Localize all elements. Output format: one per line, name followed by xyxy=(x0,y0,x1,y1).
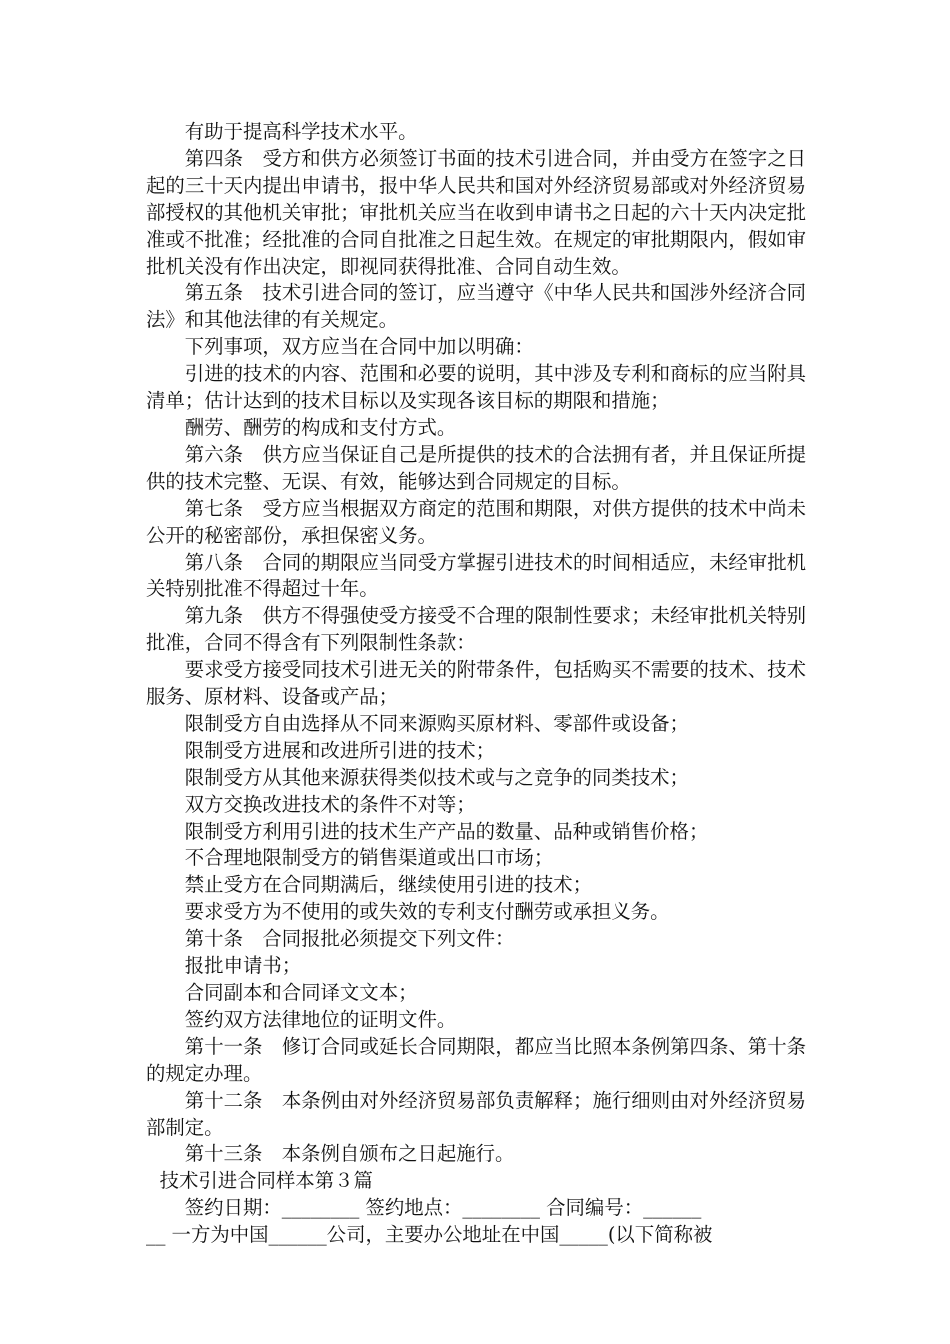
party-line: __ 一方为中国______公司，主要办公地址在中国_____(以下简称被 xyxy=(146,1223,713,1247)
paragraph-article-12: 第十二条 本条例由对外经济贸易部负责解释；施行细则由对外经济贸易部制定。 xyxy=(146,1088,806,1139)
list-item: 限制受方自由选择从不同来源购买原材料、零部件或设备； xyxy=(184,711,689,735)
list-item: 限制受方利用引进的技术生产产品的数量、品种或销售价格； xyxy=(184,819,709,843)
sign-info-line: 签约日期：________ 签约地点：________ 合同编号：______ xyxy=(184,1196,702,1220)
list-item: 合同副本和合同译文文本； xyxy=(184,981,418,1004)
list-item: 要求受方接受同技术引进无关的附带条件，包括购买不需要的技术、技术服务、原材料、设备或产品； xyxy=(146,658,806,709)
paragraph-article-13: 第十三条 本条例自颁布之日起施行。 xyxy=(184,1142,515,1166)
paragraph-article-7: 第七条 受方应当根据双方商定的范围和期限，对供方提供的技术中尚未公开的秘密部份，承担保密义务。 xyxy=(146,496,806,547)
list-item: 报批申请书； xyxy=(184,954,302,978)
document-body xyxy=(146,119,806,1249)
paragraph-article-5: 第五条 技术引进合同的签订，应当遵守《中华人民共和国涉外经济合同法》和其他法律的有关规定。 xyxy=(146,281,806,332)
list-item: 禁止受方在合同期满后，继续使用引进的技术； xyxy=(184,873,592,897)
paragraph-article-11: 第十一条 修订合同或延长合同期限，都应当比照本条例第四条、第十条的规定办理。 xyxy=(146,1034,806,1085)
list-item: 双方交换改进技术的条件不对等； xyxy=(184,792,476,816)
paragraph-article-6: 第六条 供方应当保证自己是所提供的技术的合法拥有者，并且保证所提供的技术完整、无误、有效，能够达到合同规定的目标。 xyxy=(146,442,806,493)
paragraph: 有助于提高科学技术水平。 xyxy=(184,120,418,143)
list-item: 限制受方从其他来源获得类似技术或与之竞争的同类技术； xyxy=(184,765,689,789)
paragraph-article-4: 第四条 受方和供方必须签订书面的技术引进合同，并由受方在签字之日起的三十天内提出申请书，报中华人民共和国对外经济贸易部或对外经济贸易部授权的其他机关审批；审批机关应当在收到申请书之日起的六十天内决定批准或不批准；经批准的合同自批准之日起生效。在规定的审批期限内，假如审批机关没有作出决定，即视同获得批准、合同自动生效。 xyxy=(146,146,806,278)
paragraph-article-10: 第十条 合同报批必须提交下列文件： xyxy=(184,927,515,951)
paragraph-article-9: 第九条 供方不得强使受方接受不合理的限制性要求；未经审批机关特别批准，合同不得含有下列限制性条款： xyxy=(146,604,806,655)
list-item: 要求受方为不使用的或失效的专利支付酬劳或承担义务。 xyxy=(184,900,670,924)
paragraph: 引进的技术的内容、范围和必要的说明，其中涉及专利和商标的应当附具清单；估计达到的技术目标以及实现各该目标的期限和措施； xyxy=(146,362,806,413)
list-item: 限制受方进展和改进所引进的技术； xyxy=(184,738,496,762)
paragraph: 酬劳、酬劳的构成和支付方式。 xyxy=(184,415,457,439)
section-title: 技术引进合同样本第３篇 xyxy=(159,1169,373,1193)
paragraph: 下列事项，双方应当在合同中加以明确： xyxy=(184,335,534,359)
list-item: 签约双方法律地位的证明文件。 xyxy=(184,1007,457,1031)
list-item: 不合理地限制受方的销售渠道或出口市场； xyxy=(184,846,554,870)
paragraph-article-8: 第八条 合同的期限应当同受方掌握引进技术的时间相适应，未经审批机关特别批准不得超过十年。 xyxy=(146,550,806,601)
